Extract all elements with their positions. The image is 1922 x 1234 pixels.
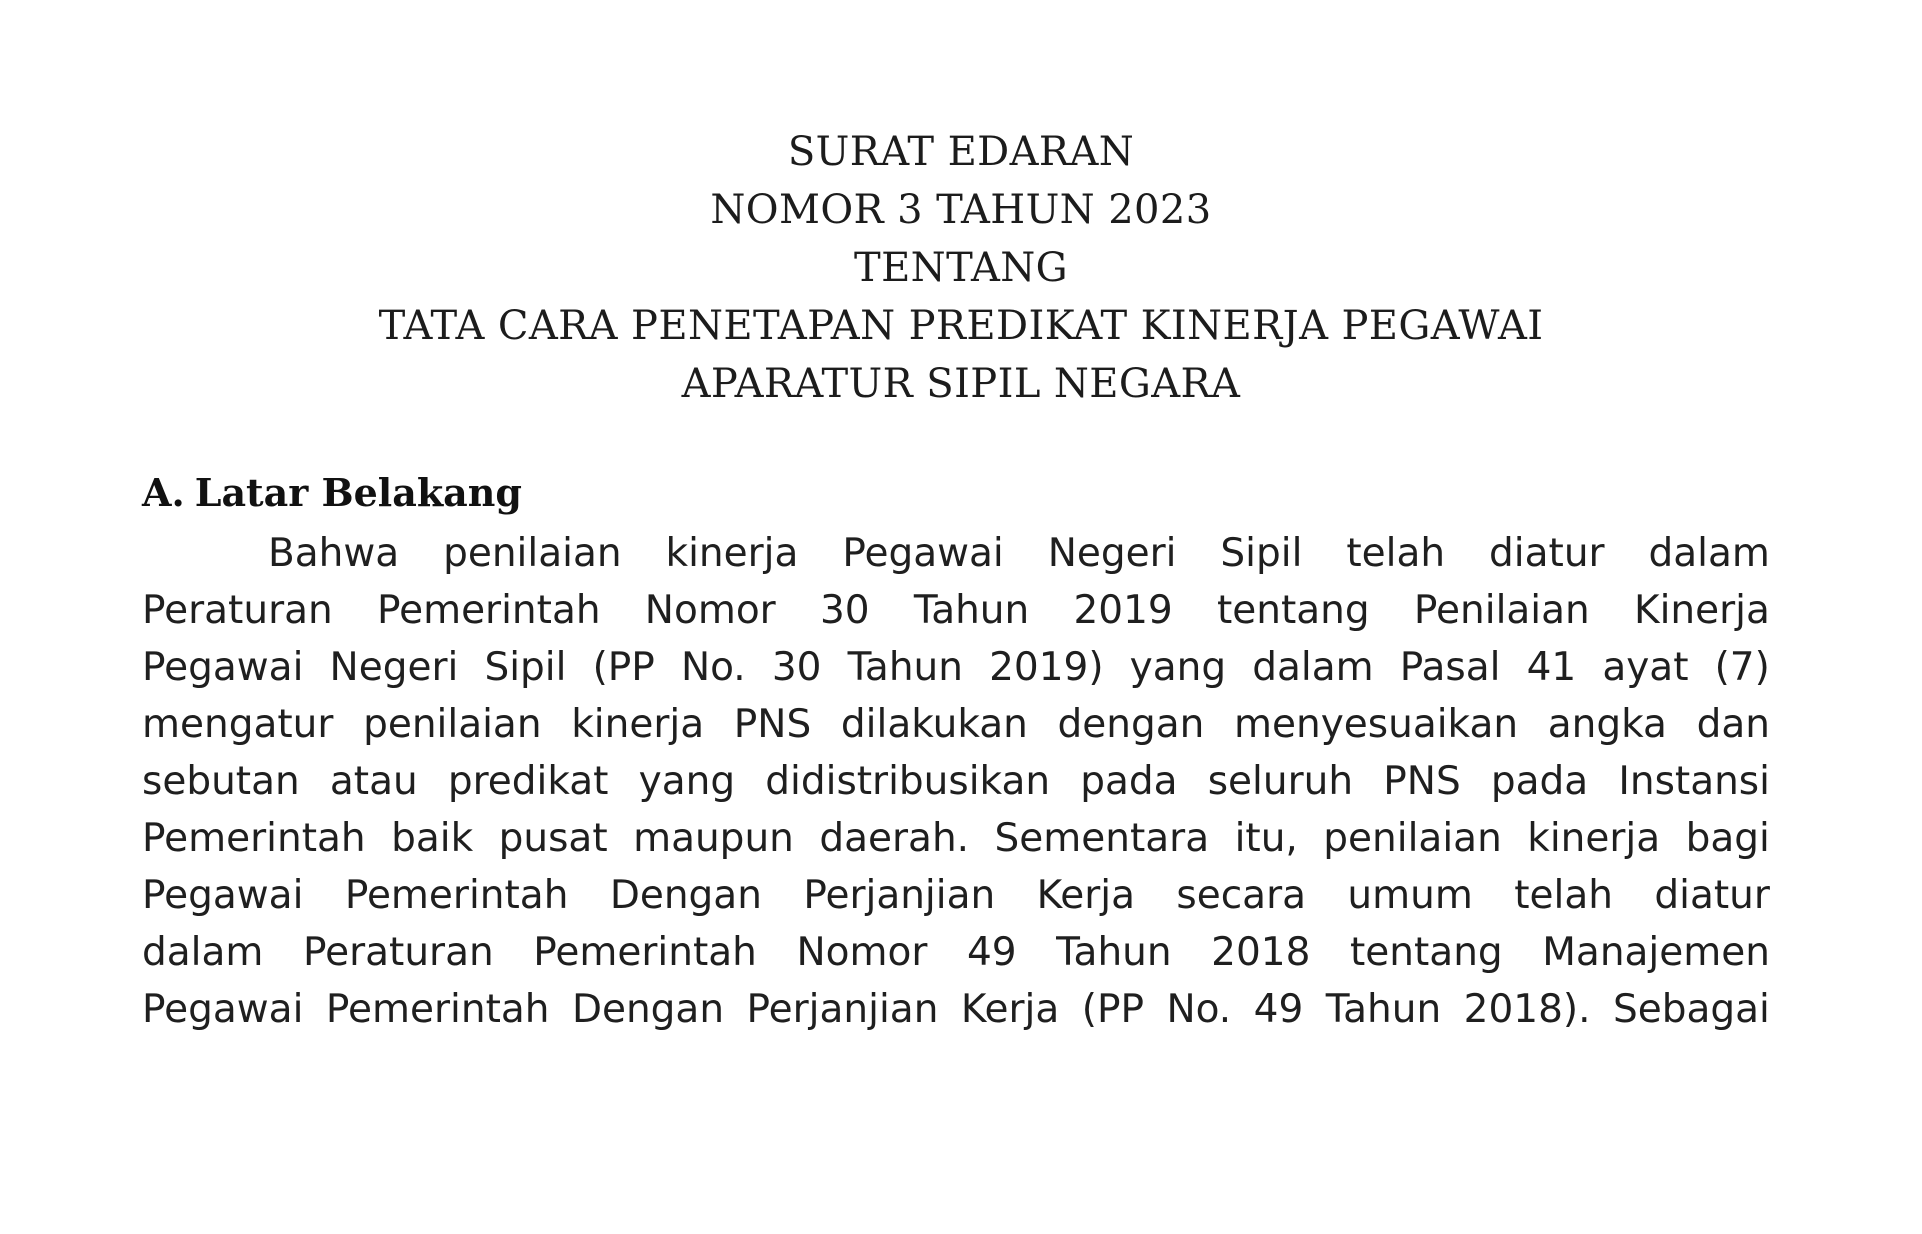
paragraph-word: Peraturan bbox=[302, 930, 494, 975]
paragraph-word: Dengan bbox=[571, 987, 725, 1032]
paragraph-word: Sipil bbox=[1220, 531, 1303, 576]
paragraph-word: pada bbox=[1080, 759, 1178, 804]
paragraph-word: (PP bbox=[1081, 987, 1144, 1032]
paragraph-line bbox=[142, 924, 1770, 981]
paragraph-word: kinerja bbox=[665, 531, 799, 576]
paragraph-word: (PP bbox=[592, 645, 655, 690]
paragraph-word: Pasal bbox=[1399, 645, 1501, 690]
paragraph-line bbox=[142, 981, 1770, 1038]
paragraph-word: Manajemen bbox=[1542, 930, 1770, 975]
paragraph-word: dengan bbox=[1057, 702, 1205, 747]
paragraph-word: dilakukan bbox=[840, 702, 1028, 747]
paragraph-word: Perjanjian bbox=[746, 987, 939, 1032]
paragraph-line bbox=[142, 525, 1770, 582]
paragraph-word: didistribusikan bbox=[765, 759, 1051, 804]
paragraph-word: Pegawai bbox=[142, 987, 304, 1032]
paragraph-word: Kerja bbox=[960, 987, 1060, 1032]
paragraph-line bbox=[142, 810, 1770, 867]
title-line-surat-edaran: SURAT EDARAN bbox=[787, 129, 1135, 175]
paragraph-word: itu, bbox=[1234, 816, 1298, 861]
paragraph-word: 41 bbox=[1526, 645, 1577, 690]
paragraph-word: telah bbox=[1514, 873, 1613, 918]
paragraph-word: kinerja bbox=[1527, 816, 1661, 861]
paragraph-word: 2018 bbox=[1211, 930, 1311, 975]
paragraph-word: yang bbox=[638, 759, 736, 804]
paragraph-word: Pegawai bbox=[142, 873, 304, 918]
paragraph-word: Negeri bbox=[329, 645, 459, 690]
paragraph-word: angka bbox=[1547, 702, 1667, 747]
paragraph-word: tentang bbox=[1350, 930, 1503, 975]
section-title: Latar Belakang bbox=[194, 470, 522, 515]
paragraph-word: Sipil bbox=[484, 645, 567, 690]
paragraph-word: ayat bbox=[1602, 645, 1689, 690]
paragraph-word: Kerja bbox=[1036, 873, 1136, 918]
title-line-nomor: NOMOR 3 TAHUN 2023 bbox=[710, 187, 1212, 233]
paragraph-word: (7) bbox=[1714, 645, 1770, 690]
paragraph-word: 2019 bbox=[1073, 588, 1173, 633]
paragraph bbox=[142, 525, 1770, 1038]
paragraph-word: kinerja bbox=[571, 702, 705, 747]
paragraph-word: dalam bbox=[1252, 645, 1374, 690]
paragraph-word: 49 bbox=[1253, 987, 1304, 1032]
paragraph-word: dalam bbox=[142, 930, 264, 975]
paragraph-word: Negeri bbox=[1047, 531, 1177, 576]
paragraph-word: Nomor bbox=[796, 930, 928, 975]
paragraph-word: Sementara bbox=[994, 816, 1210, 861]
paragraph-word: Tahun bbox=[913, 588, 1030, 633]
paragraph-word: Pemerintah bbox=[376, 588, 601, 633]
paragraph-word: telah bbox=[1346, 531, 1446, 576]
paragraph-word: seluruh bbox=[1207, 759, 1354, 804]
paragraph-word: Pemerintah bbox=[142, 816, 366, 861]
paragraph-word: Perjanjian bbox=[803, 873, 996, 918]
paragraph-word: Instansi bbox=[1618, 759, 1770, 804]
paragraph-word: secara bbox=[1176, 873, 1307, 918]
paragraph-word: Pegawai bbox=[842, 531, 1004, 576]
paragraph-word: daerah. bbox=[819, 816, 970, 861]
paragraph-word: 30 bbox=[819, 588, 870, 633]
paragraph-word: penilaian bbox=[1323, 816, 1502, 861]
paragraph-word: No. bbox=[680, 645, 746, 690]
paragraph-word: maupun bbox=[633, 816, 794, 861]
paragraph-word: PNS bbox=[1383, 759, 1461, 804]
paragraph-word: penilaian bbox=[363, 702, 542, 747]
paragraph-word: Dengan bbox=[609, 873, 762, 918]
paragraph-line bbox=[142, 867, 1770, 924]
paragraph-word: baik bbox=[391, 816, 474, 861]
document-title-block bbox=[0, 123, 1922, 413]
paragraph-word: predikat bbox=[447, 759, 609, 804]
paragraph-line bbox=[142, 639, 1770, 696]
paragraph-word: umum bbox=[1347, 873, 1473, 918]
paragraph-word: Tahun bbox=[1325, 987, 1442, 1032]
paragraph-line bbox=[142, 753, 1770, 810]
paragraph-word: pada bbox=[1490, 759, 1589, 804]
paragraph-word: yang bbox=[1129, 645, 1227, 690]
title-line-tentang: TENTANG bbox=[853, 245, 1068, 291]
paragraph-word: sebutan bbox=[142, 759, 300, 804]
paragraph-word: Pemerintah bbox=[344, 873, 569, 918]
paragraph-word: atau bbox=[329, 759, 418, 804]
paragraph-word: Tahun bbox=[847, 645, 963, 690]
paragraph-word: Penilaian bbox=[1413, 588, 1590, 633]
paragraph-word: dalam bbox=[1648, 531, 1770, 576]
paragraph-word: 2019) bbox=[989, 645, 1104, 690]
paragraph-word: tentang bbox=[1216, 588, 1370, 633]
paragraph-word: Pemerintah bbox=[533, 930, 757, 975]
paragraph-word: mengatur bbox=[142, 702, 334, 747]
paragraph-line bbox=[142, 696, 1770, 753]
paragraph-word: Pemerintah bbox=[325, 987, 550, 1032]
paragraph-word: Tahun bbox=[1056, 930, 1172, 975]
paragraph-word: 2018). bbox=[1463, 987, 1591, 1032]
section-heading bbox=[142, 468, 522, 518]
paragraph-word: bagi bbox=[1685, 816, 1770, 861]
paragraph-word: pusat bbox=[498, 816, 608, 861]
paragraph-word: No. bbox=[1166, 987, 1232, 1032]
paragraph-word: Nomor bbox=[644, 588, 776, 633]
paragraph-word: Sebagai bbox=[1612, 987, 1770, 1032]
paragraph-word: Peraturan bbox=[142, 588, 333, 633]
paragraph-word: Bahwa bbox=[268, 531, 400, 576]
paragraph-word: 49 bbox=[966, 930, 1017, 975]
section-letter: A. bbox=[142, 470, 185, 515]
paragraph-word: PNS bbox=[733, 702, 812, 747]
paragraph-word: penilaian bbox=[443, 531, 622, 576]
paragraph-word: dan bbox=[1696, 702, 1770, 747]
paragraph-word: Kinerja bbox=[1634, 588, 1770, 633]
paragraph-word: menyesuaikan bbox=[1234, 702, 1519, 747]
paragraph-word: 30 bbox=[771, 645, 822, 690]
title-line-subject-continued: APARATUR SIPIL NEGARA bbox=[681, 361, 1241, 407]
paragraph-word: diatur bbox=[1654, 873, 1770, 918]
paragraph-line bbox=[142, 582, 1770, 639]
title-line-subject: TATA CARA PENETAPAN PREDIKAT KINERJA PEGAWAI bbox=[378, 303, 1544, 349]
paragraph-word: diatur bbox=[1489, 531, 1605, 576]
paragraph-word: Pegawai bbox=[142, 645, 304, 690]
